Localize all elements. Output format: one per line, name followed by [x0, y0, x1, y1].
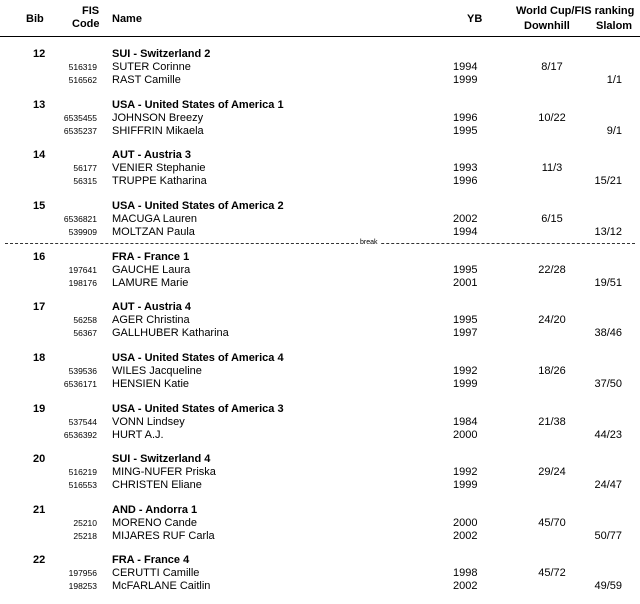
athlete-downhill-rank: 21/38	[538, 416, 566, 428]
athlete-fis-code: 198253	[68, 581, 97, 591]
athlete-name: MORENO Cande	[112, 517, 197, 529]
team-block	[0, 99, 640, 149]
athlete-row	[0, 61, 640, 74]
team-bib: 13	[33, 99, 46, 111]
team-bib: 15	[33, 200, 46, 212]
team-nation: USA - United States of America 1	[112, 99, 284, 111]
athlete-row	[0, 517, 640, 530]
athlete-fis-code: 537544	[68, 417, 97, 427]
team-bib: 18	[33, 352, 46, 364]
athlete-birth-year: 1992	[453, 365, 478, 377]
athlete-name: SHIFFRIN Mikaela	[112, 125, 204, 137]
header-ranking: World Cup/FIS ranking	[516, 5, 635, 17]
team-bib: 22	[33, 554, 46, 566]
team-nation: FRA - France 1	[112, 251, 190, 263]
athlete-birth-year: 2000	[453, 429, 478, 441]
athlete-row	[0, 213, 640, 226]
team-nation: USA - United States of America 2	[112, 200, 284, 212]
team-block	[0, 149, 640, 199]
athlete-birth-year: 1992	[453, 466, 478, 478]
team-bib: 16	[33, 251, 46, 263]
athlete-birth-year: 1995	[453, 314, 478, 326]
athlete-fis-code: 197641	[68, 265, 97, 275]
athlete-birth-year: 2002	[453, 530, 478, 542]
team-nation: AUT - Austria 4	[112, 301, 192, 313]
athlete-row	[0, 277, 640, 290]
athlete-fis-code: 516219	[68, 467, 97, 477]
team-block	[0, 251, 640, 301]
athlete-name: VENIER Stephanie	[112, 162, 206, 174]
athlete-birth-year: 2002	[453, 213, 478, 225]
athlete-birth-year: 2000	[453, 517, 478, 529]
athlete-slalom-rank: 24/47	[594, 479, 622, 491]
athlete-birth-year: 1996	[453, 175, 478, 187]
athlete-downhill-rank: 8/17	[541, 61, 563, 73]
athlete-fis-code: 56258	[73, 315, 97, 325]
athlete-row	[0, 365, 640, 378]
athlete-birth-year: 1993	[453, 162, 478, 174]
athlete-name: LAMURE Marie	[112, 277, 189, 289]
athlete-downhill-rank: 45/70	[538, 517, 566, 529]
athlete-row	[0, 378, 640, 391]
athlete-row	[0, 162, 640, 175]
athlete-slalom-rank: 19/51	[594, 277, 622, 289]
athlete-row	[0, 264, 640, 277]
athlete-fis-code: 56367	[73, 328, 97, 338]
athlete-name: MING-NUFER Priska	[112, 466, 216, 478]
athlete-fis-code: 25218	[73, 531, 97, 541]
athlete-birth-year: 1995	[453, 125, 478, 137]
athlete-slalom-rank: 50/77	[594, 530, 622, 542]
team-nation: AUT - Austria 3	[112, 149, 192, 161]
athlete-fis-code: 516553	[68, 480, 97, 490]
header-name: Name	[112, 13, 142, 25]
team-nation: USA - United States of America 4	[112, 352, 284, 364]
athlete-downhill-rank: 18/26	[538, 365, 566, 377]
team-bib: 17	[33, 301, 46, 313]
athlete-slalom-rank: 15/21	[594, 175, 622, 187]
team-block	[0, 200, 640, 250]
athlete-row	[0, 112, 640, 125]
athlete-row	[0, 580, 640, 593]
athlete-name: HURT A.J.	[112, 429, 164, 441]
team-block	[0, 504, 640, 554]
athlete-birth-year: 1994	[453, 226, 478, 238]
team-bib: 20	[33, 453, 46, 465]
athlete-name: McFARLANE Caitlin	[112, 580, 211, 592]
athlete-fis-code: 539536	[68, 366, 97, 376]
team-block	[0, 301, 640, 351]
athlete-name: WILES Jacqueline	[112, 365, 202, 377]
athlete-downhill-rank: 24/20	[538, 314, 566, 326]
athlete-fis-code: 56315	[73, 176, 97, 186]
athlete-name: TRUPPE Katharina	[112, 175, 207, 187]
athlete-fis-code: 198176	[68, 278, 97, 288]
athlete-name: CHRISTEN Eliane	[112, 479, 202, 491]
athlete-birth-year: 1984	[453, 416, 478, 428]
athlete-name: CERUTTI Camille	[112, 567, 200, 579]
athlete-downhill-rank: 10/22	[538, 112, 566, 124]
team-nation: SUI - Switzerland 2	[112, 48, 211, 60]
team-bib: 19	[33, 403, 46, 415]
athlete-fis-code: 6535455	[63, 113, 97, 123]
athlete-row	[0, 429, 640, 442]
athlete-row	[0, 479, 640, 492]
athlete-birth-year: 1998	[453, 567, 478, 579]
athlete-slalom-rank: 38/46	[594, 327, 622, 339]
athlete-slalom-rank: 9/1	[606, 125, 622, 137]
team-bib: 21	[33, 504, 46, 516]
athlete-row	[0, 125, 640, 138]
header-slalom: Slalom	[596, 20, 633, 32]
break-label: break	[360, 239, 378, 246]
athlete-fis-code: 6536821	[63, 214, 97, 224]
athlete-name: MIJARES RUF Carla	[112, 530, 215, 542]
header-bib: Bib	[26, 13, 44, 25]
athlete-row	[0, 175, 640, 188]
team-nation: SUI - Switzerland 4	[112, 453, 211, 465]
header-fis-line1: FIS	[82, 5, 100, 17]
athlete-downhill-rank: 22/28	[538, 264, 566, 276]
athlete-name: VONN Lindsey	[112, 416, 185, 428]
athlete-name: AGER Christina	[112, 314, 190, 326]
athlete-row	[0, 466, 640, 479]
athlete-fis-code: 25210	[73, 518, 97, 528]
athlete-birth-year: 1999	[453, 479, 478, 491]
athlete-birth-year: 2002	[453, 580, 478, 592]
header-yb: YB	[467, 13, 483, 25]
athlete-birth-year: 2001	[453, 277, 478, 289]
header-downhill: Downhill	[524, 20, 570, 32]
team-block	[0, 453, 640, 503]
athlete-row	[0, 226, 640, 239]
athlete-fis-code: 6536171	[63, 379, 97, 389]
athlete-slalom-rank: 1/1	[606, 74, 622, 86]
athlete-fis-code: 516319	[68, 62, 97, 72]
athlete-row	[0, 567, 640, 580]
athlete-row	[0, 74, 640, 87]
header-fis-line2: Code	[72, 18, 100, 30]
team-nation: USA - United States of America 3	[112, 403, 284, 415]
athlete-birth-year: 1995	[453, 264, 478, 276]
athlete-row	[0, 530, 640, 543]
athlete-downhill-rank: 11/3	[541, 162, 563, 174]
team-block	[0, 352, 640, 402]
team-block	[0, 403, 640, 453]
team-nation: AND - Andorra 1	[112, 504, 198, 516]
athlete-row	[0, 327, 640, 340]
athlete-name: JOHNSON Breezy	[112, 112, 204, 124]
athlete-birth-year: 1994	[453, 61, 478, 73]
athlete-fis-code: 56177	[73, 163, 97, 173]
athlete-fis-code: 197956	[68, 568, 97, 578]
athlete-birth-year: 1999	[453, 378, 478, 390]
athlete-downhill-rank: 45/72	[538, 567, 566, 579]
header-rule	[0, 36, 640, 37]
athlete-downhill-rank: 6/15	[541, 213, 563, 225]
athlete-birth-year: 1997	[453, 327, 478, 339]
team-nation: FRA - France 4	[112, 554, 190, 566]
athlete-slalom-rank: 13/12	[594, 226, 622, 238]
athlete-fis-code: 6535237	[63, 126, 97, 136]
team-bib: 12	[33, 48, 46, 60]
athlete-downhill-rank: 29/24	[538, 466, 566, 478]
athlete-name: GAUCHE Laura	[112, 264, 191, 276]
athlete-name: GALLHUBER Katharina	[112, 327, 229, 339]
athlete-slalom-rank: 49/59	[594, 580, 622, 592]
athlete-fis-code: 539909	[68, 227, 97, 237]
team-block	[0, 48, 640, 98]
athlete-row	[0, 416, 640, 429]
team-bib: 14	[33, 149, 46, 161]
athlete-birth-year: 1999	[453, 74, 478, 86]
athlete-fis-code: 516562	[68, 75, 97, 85]
athlete-name: MACUGA Lauren	[112, 213, 197, 225]
athlete-name: HENSIEN Katie	[112, 378, 190, 390]
athlete-name: SUTER Corinne	[112, 61, 191, 73]
athlete-name: RAST Camille	[112, 74, 181, 86]
athlete-birth-year: 1996	[453, 112, 478, 124]
athlete-slalom-rank: 44/23	[594, 429, 622, 441]
athlete-slalom-rank: 37/50	[594, 378, 622, 390]
athlete-row	[0, 314, 640, 327]
team-block	[0, 554, 640, 604]
athlete-fis-code: 6536392	[63, 430, 97, 440]
athlete-name: MOLTZAN Paula	[112, 226, 195, 238]
